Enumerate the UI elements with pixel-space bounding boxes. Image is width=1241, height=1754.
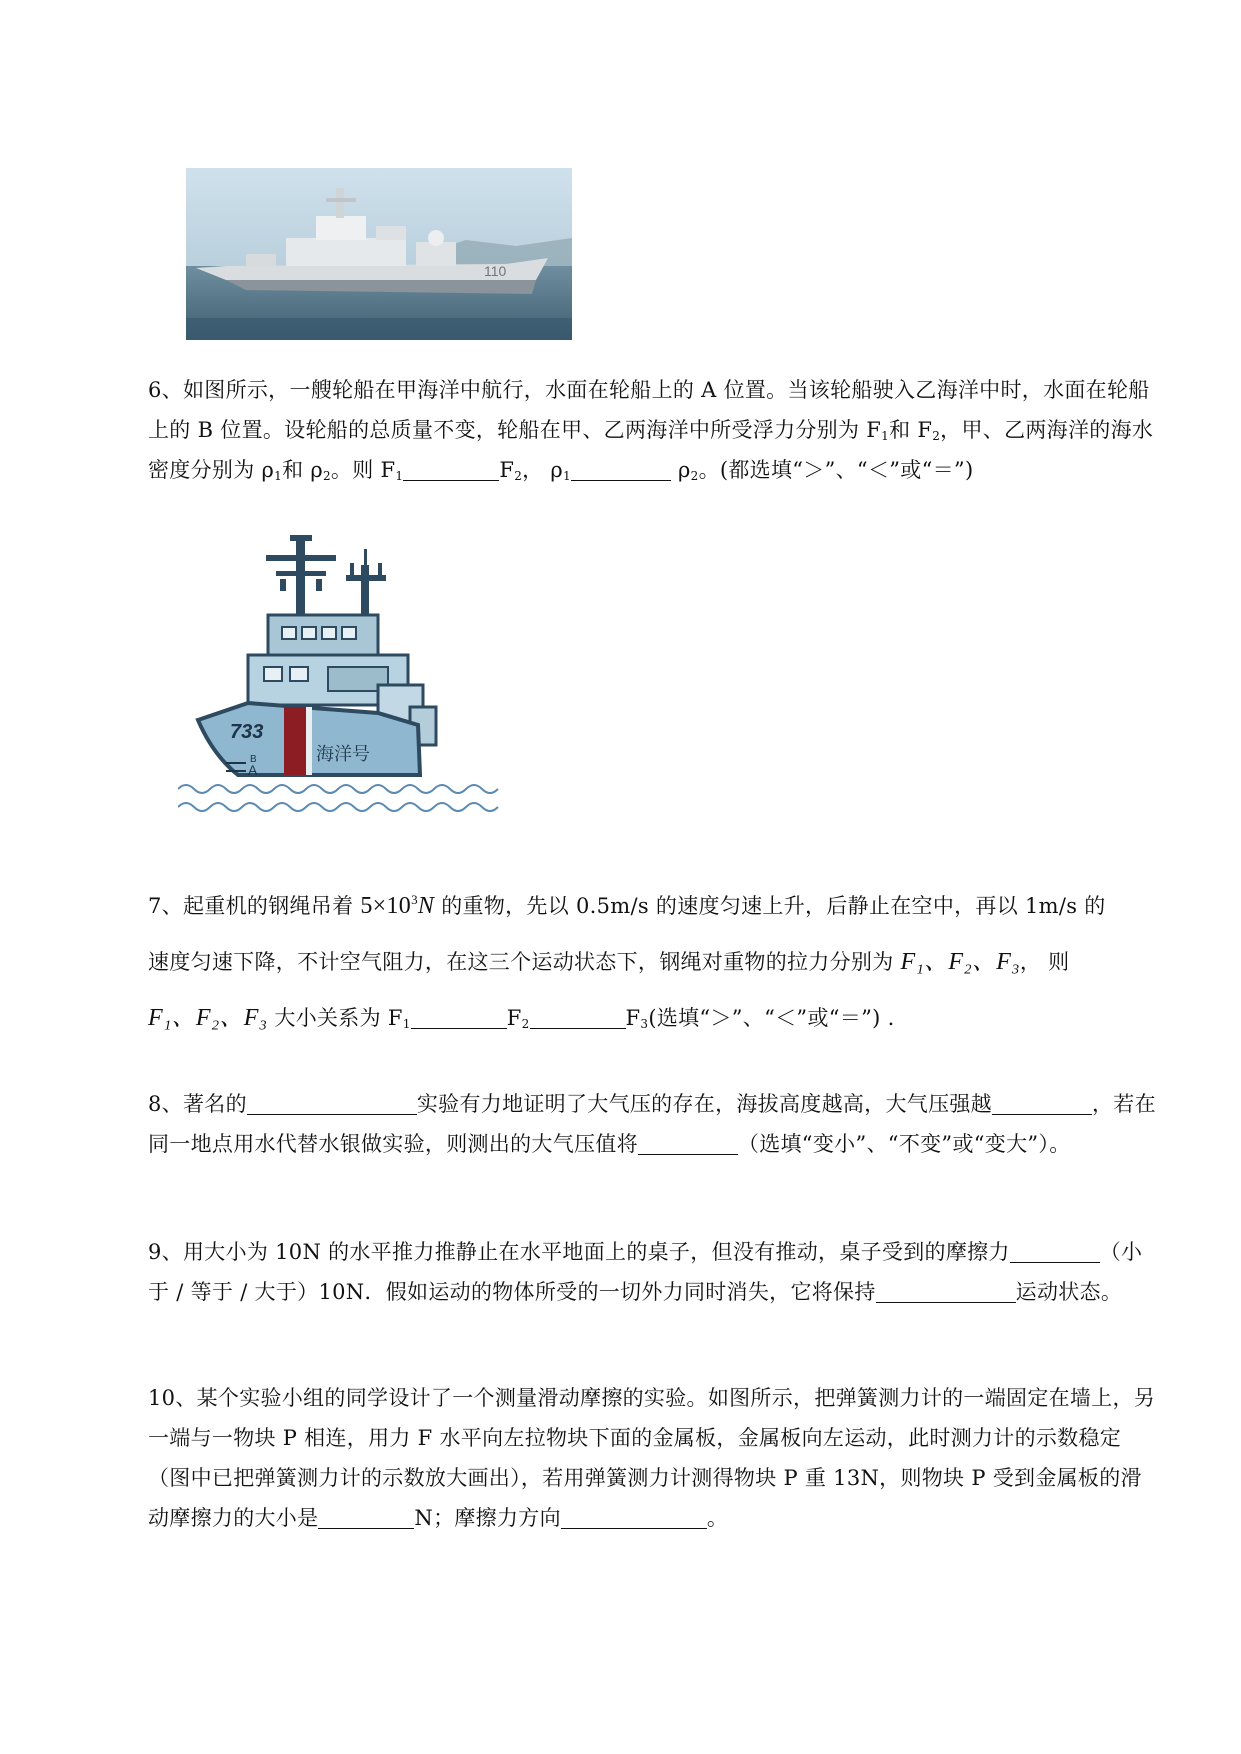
q7-weight-exp: 3 <box>411 892 418 907</box>
q6-number: 6、 <box>148 378 183 402</box>
q6-rho: ρ <box>677 458 691 482</box>
q7-text-e: (选填“＞”、“＜”或“＝”) . <box>648 1006 895 1030</box>
answer-blank[interactable] <box>992 1092 1092 1115</box>
answer-blank[interactable] <box>530 1006 626 1029</box>
q7-f: F <box>625 1006 641 1030</box>
q6-text-e: 。则 F <box>330 458 396 482</box>
mark-a: A <box>248 762 258 778</box>
q7-line2: 速度匀速下降，不计空气阻力，在这三个运动状态下，钢绳对重物的拉力分别为 <box>148 950 894 974</box>
q7-text-b: 的重物，先以 0.5m/s 的速度匀速上升，后静止在空中，再以 1m/s 的 <box>441 894 1106 918</box>
q6-text-d: 和 ρ <box>282 458 323 482</box>
q7-weight <box>360 893 434 919</box>
q9-text-a: 用大小为 10N 的水平推力推静止在水平地面上的桌子，但没有推动，桌子受到的摩擦力 <box>182 1240 1010 1264</box>
question-7 <box>148 878 1158 1046</box>
q10-text-c: 。 <box>706 1506 729 1530</box>
ship-illustration <box>178 535 528 830</box>
question-10 <box>148 1378 1158 1538</box>
answer-blank[interactable] <box>318 1506 414 1529</box>
q7-forces: F₁、F₂、F₃ <box>900 949 1020 975</box>
q7-sub: 2 <box>521 1017 530 1031</box>
q6-text-c: ，甲、乙两海洋的海水密度分别为 ρ <box>148 418 1154 482</box>
q6-text-b: 和 F <box>889 418 933 442</box>
q10-text-b: N；摩擦力方向 <box>414 1506 561 1530</box>
q7-weight-unit: N <box>417 893 435 919</box>
q7-weight-base: 5×10 <box>360 893 412 919</box>
q7-number: 7、 <box>148 894 183 918</box>
question-6 <box>148 370 1158 490</box>
q7-f: F <box>506 1006 522 1030</box>
q8-text-b: 实验有力地证明了大气压的存在，海拔高度越高，大气压强越 <box>416 1092 992 1116</box>
q10-number: 10、 <box>148 1386 197 1410</box>
answer-blank[interactable] <box>561 1506 707 1529</box>
question-8 <box>148 1084 1158 1164</box>
q6-sub: 1 <box>563 469 571 483</box>
answer-blank[interactable] <box>247 1092 417 1115</box>
cartoon-ship-name: 海洋号 <box>316 744 370 765</box>
q8-text-d: （选填“变小”、“不变”或“变大”）。 <box>737 1132 1071 1156</box>
answer-blank[interactable] <box>411 1006 507 1029</box>
q6-sub: 2 <box>690 469 699 483</box>
photo-hull-number: 110 <box>484 263 507 279</box>
mark-b: B <box>250 754 257 765</box>
answer-blank[interactable] <box>403 458 499 481</box>
q8-number: 8、 <box>148 1092 183 1116</box>
q7-forces-2: F₁、F₂、F₃ <box>148 1005 268 1031</box>
q7-text-a: 起重机的钢绳吊着 <box>182 894 354 918</box>
cartoon-hull-number: 733 <box>230 721 264 743</box>
q6-text-f: ， ρ <box>522 458 564 482</box>
question-9 <box>148 1232 1158 1312</box>
q10-text-a: 某个实验小组的同学设计了一个测量滑动摩擦的实验。如图所示，把弹簧测力计的一端固定在墙上，另一端与一物块 P 相连，用力 F 水平向左拉物块下面的金属板，金属板向左运动，此时测力计的示数稳定（图中已把弹簧测力计的示数放大画出），若用弹簧测力计测得物块 P 重 13N，则物块 P 受到金属板的滑动摩擦力的大小是 <box>148 1386 1156 1530</box>
q6-text-a: 如图所示，一艘轮船在甲海洋中航行，水面在轮船上的 A 位置。当该轮船驶入乙海洋中时，水面在轮船上的 B 位置。设轮船的总质量不变，轮船在甲、乙两海洋中所受浮力分别为 F <box>148 378 1150 442</box>
q7-text-c: ， 则 <box>1019 950 1070 974</box>
q6-sub: 1 <box>881 429 890 443</box>
q6-sub: 2 <box>514 469 523 483</box>
answer-blank[interactable] <box>638 1132 738 1155</box>
answer-blank[interactable] <box>876 1280 1016 1303</box>
answer-blank[interactable] <box>571 458 671 481</box>
q9-text-b: （小于 / 等于 / 大于）10N．假如运动的物体所受的一切外力同时消失，它将保持 <box>148 1240 1143 1304</box>
q9-number: 9、 <box>148 1240 183 1264</box>
answer-blank[interactable] <box>1010 1240 1100 1263</box>
q9-text-c: 运动状态。 <box>1015 1280 1123 1304</box>
warship-photo <box>186 168 572 340</box>
q7-sub: 1 <box>402 1017 411 1031</box>
q6-sub: 1 <box>395 469 404 483</box>
q7-sub: 3 <box>640 1017 649 1031</box>
q7-text-d: 大小关系为 F <box>274 1006 403 1030</box>
q8-text-a: 著名的 <box>182 1092 247 1116</box>
q6-text-h: 。(都选填“＞”、“＜”或“＝”) <box>698 458 974 482</box>
q6-sub: 1 <box>274 469 283 483</box>
q8-text-c: ，若在同一地点用水代替水银做实验，则测出的大气压值将 <box>148 1092 1156 1156</box>
q6-f: F <box>499 458 515 482</box>
q6-sub: 2 <box>322 469 331 483</box>
q6-sub: 2 <box>932 429 941 443</box>
